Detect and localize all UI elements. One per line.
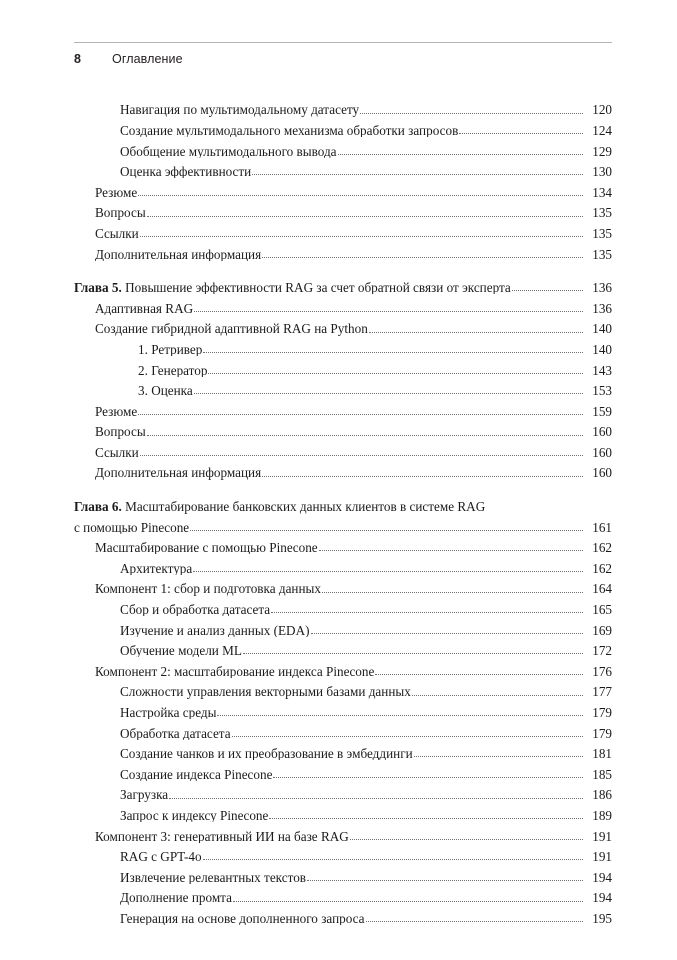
toc-entry-page: 181: [592, 746, 612, 762]
toc-entry[interactable]: [74, 158, 612, 179]
dot-leader: [147, 206, 583, 219]
toc-entry-page: 162: [592, 540, 612, 556]
toc-entry[interactable]: [74, 802, 612, 823]
toc-entry[interactable]: [74, 534, 612, 555]
toc-entry-title: Сбор и обработка датасета: [120, 603, 271, 617]
toc-entry-page: 120: [592, 102, 612, 118]
dot-leader: [366, 912, 583, 925]
header-line: [74, 52, 612, 66]
toc-entry-title: Создание чанков и их преобразование в эмбеддинги: [120, 747, 413, 761]
toc-entry-title: Извлечение релевантных текстов: [120, 870, 307, 884]
toc-entry-title: Запрос к индексу Pinecone: [120, 808, 269, 823]
toc-entry-page: 172: [592, 643, 612, 659]
toc-entry-title: Изучение и анализ данных (EDA): [120, 623, 310, 637]
toc-entry-page: 135: [592, 246, 612, 262]
dot-leader: [217, 706, 583, 719]
toc-entry-title: Дополнение промта: [120, 891, 232, 905]
toc-entry-page: 162: [592, 560, 612, 576]
running-head: [74, 42, 612, 66]
toc-entry-title: RAG с GPT-4o: [120, 850, 202, 864]
toc-entry-page: 176: [592, 663, 612, 679]
toc-entry-page: 160: [592, 444, 612, 460]
toc-entry-page: 185: [592, 766, 612, 782]
toc-entry-title: Компонент 2: масштабирование индекса Pinecone: [95, 664, 375, 679]
dot-leader: [203, 343, 583, 356]
toc-entry-title: Навигация по мультимодальному датасету: [120, 103, 360, 117]
toc-entry[interactable]: [74, 199, 612, 220]
toc-entry-page: 179: [592, 705, 612, 721]
dot-leader: [269, 809, 583, 822]
toc-entry[interactable]: [74, 822, 612, 843]
dot-leader: [208, 364, 583, 377]
toc-entry[interactable]: [74, 336, 612, 357]
dot-leader: [273, 768, 583, 781]
toc-entry-page: 179: [592, 725, 612, 741]
dot-leader: [262, 248, 583, 261]
toc-entry[interactable]: [74, 554, 612, 575]
dot-leader: [232, 727, 583, 740]
toc-entry-title: Создание гибридной адаптивной RAG на Python: [95, 322, 368, 336]
dot-leader: [271, 603, 583, 616]
dot-leader: [412, 685, 583, 698]
toc-entry-page: 140: [592, 341, 612, 357]
toc-entry-page: 169: [592, 622, 612, 638]
table-of-contents: [74, 96, 612, 925]
dot-leader: [190, 521, 583, 534]
toc-entry-page: 161: [592, 519, 612, 535]
toc-entry-title: Компонент 1: сбор и подготовка данных: [95, 582, 322, 596]
toc-entry-title: Генерация на основе дополненного запроса: [120, 911, 365, 926]
toc-entry[interactable]: [74, 220, 612, 241]
toc-entry-page: 195: [592, 910, 612, 926]
toc-entry-page: 135: [592, 225, 612, 241]
toc-entry[interactable]: [74, 439, 612, 460]
toc-entry-title: 1. Ретривер: [138, 342, 203, 357]
toc-entry[interactable]: [74, 137, 612, 158]
toc-entry[interactable]: [74, 96, 612, 117]
toc-entry[interactable]: [74, 178, 612, 199]
toc-entry-page: 129: [592, 143, 612, 159]
dot-leader: [414, 747, 583, 760]
toc-entry-title: Дополнительная информация: [95, 466, 262, 480]
page-folio: 8: [74, 52, 81, 66]
dot-leader: [138, 186, 583, 199]
toc-entry-title: Вопросы: [95, 206, 146, 220]
toc-entry[interactable]: [74, 843, 612, 864]
dot-leader: [169, 788, 583, 801]
toc-entry-title: Масштабирование банковских данных клиентов в системе RAG: [121, 499, 486, 515]
toc-entry-chapter[interactable]: [74, 493, 612, 534]
toc-entry-title-continued: с помощью Pinecone: [74, 520, 190, 534]
toc-entry-page: 136: [592, 280, 612, 296]
dot-leader: [252, 165, 583, 178]
toc-entry-title: Резюме: [95, 185, 138, 199]
toc-entry-title: Масштабирование с помощью Pinecone: [95, 541, 318, 555]
toc-entry-title: Оценка эффективности: [120, 165, 252, 179]
dot-leader: [322, 582, 583, 595]
toc-entry-title: Вопросы: [95, 425, 146, 439]
toc-entry-title: Настройка среды: [120, 706, 217, 720]
dot-leader: [138, 405, 583, 418]
toc-entry[interactable]: [74, 657, 612, 678]
toc-entry[interactable]: [74, 117, 612, 138]
toc-entry-page: 136: [592, 300, 612, 316]
chapter-title-text: Повышение эффективности RAG за счет обратной связи от эксперта: [121, 281, 511, 295]
page-title: Оглавление: [112, 52, 183, 66]
chapter-spacer: [74, 261, 612, 274]
dot-leader: [369, 322, 583, 335]
toc-entry-title: Дополнительная информация: [95, 247, 262, 261]
toc-entry[interactable]: [74, 575, 612, 596]
toc-entry-title: Обучение модели ML: [120, 644, 242, 658]
toc-entry-chapter[interactable]: [74, 274, 612, 295]
toc-entry-title: Адаптивная RAG: [95, 301, 194, 315]
toc-entry-page: 191: [592, 849, 612, 865]
toc-entry-page: 194: [592, 890, 612, 906]
toc-entry-page: 164: [592, 581, 612, 597]
dot-leader: [307, 871, 583, 884]
dot-leader: [459, 124, 583, 137]
dot-leader: [233, 891, 583, 904]
toc-entry-title: Архитектура: [120, 561, 193, 576]
toc-entry[interactable]: [74, 596, 612, 617]
toc-entry-page: 153: [592, 383, 612, 399]
dot-leader: [203, 850, 583, 863]
toc-entry-title: 2. Генератор: [138, 363, 208, 377]
toc-entry-page: 191: [592, 828, 612, 844]
dot-leader: [194, 302, 583, 315]
toc-entry-page: 134: [592, 184, 612, 200]
toc-entry[interactable]: [74, 884, 612, 905]
toc-entry-page: 135: [592, 205, 612, 221]
chapter-label: Глава 5.: [74, 281, 122, 295]
toc-entry-page: 124: [592, 122, 612, 138]
toc-entry[interactable]: [74, 377, 612, 398]
header-divider: [74, 42, 612, 43]
toc-entry[interactable]: [74, 863, 612, 884]
toc-entry[interactable]: [74, 616, 612, 637]
toc-entry[interactable]: [74, 637, 612, 658]
toc-entry-title: Сложности управления векторными базами данных: [120, 685, 411, 699]
chapter-label: Глава 6.: [74, 499, 122, 515]
toc-entry[interactable]: [74, 781, 612, 802]
toc-entry-page: 159: [592, 403, 612, 419]
toc-entry[interactable]: [74, 459, 612, 480]
toc-entry-title: Создание мультимодального механизма обработки запросов: [120, 123, 459, 138]
toc-entry-page: 143: [592, 362, 612, 378]
toc-entry[interactable]: [74, 719, 612, 740]
toc-entry[interactable]: [74, 740, 612, 761]
toc-entry-title: Резюме: [95, 404, 138, 418]
toc-entry-title: Ссылки: [95, 445, 139, 460]
toc-entry-title: [74, 281, 511, 294]
toc-entry-page: 194: [592, 869, 612, 885]
toc-entry[interactable]: [74, 699, 612, 720]
toc-entry[interactable]: [74, 315, 612, 336]
dot-leader: [512, 281, 583, 294]
dot-leader: [147, 425, 583, 438]
dot-leader: [243, 644, 583, 657]
toc-entry[interactable]: [74, 356, 612, 377]
dot-leader: [350, 830, 583, 843]
toc-entry-title: Создание индекса Pinecone: [120, 767, 273, 781]
toc-entry[interactable]: [74, 678, 612, 699]
dot-leader: [360, 103, 583, 116]
toc-entry-page: 130: [592, 164, 612, 180]
toc-entry-page: 165: [592, 602, 612, 618]
dot-leader: [375, 665, 583, 678]
toc-entry[interactable]: [74, 397, 612, 418]
dot-leader: [311, 624, 584, 637]
dot-leader: [262, 467, 583, 480]
dot-leader: [338, 145, 583, 158]
toc-entry[interactable]: [74, 294, 612, 315]
toc-entry[interactable]: [74, 418, 612, 439]
toc-entry-page: 160: [592, 465, 612, 481]
toc-entry-title: Обработка датасета: [120, 726, 231, 740]
toc-entry-page: 189: [592, 807, 612, 823]
toc-entry-page: 177: [592, 684, 612, 700]
dot-leader: [194, 384, 583, 397]
toc-entry-title: Загрузка: [120, 788, 169, 802]
dot-leader: [140, 227, 583, 240]
toc-entry-title: 3. Оценка: [138, 384, 193, 398]
toc-entry[interactable]: [74, 240, 612, 261]
dot-leader: [140, 446, 583, 459]
toc-entry-title: Ссылки: [95, 226, 139, 241]
dot-leader: [193, 562, 583, 575]
toc-entry-page: 160: [592, 424, 612, 440]
toc-entry-page: 186: [592, 787, 612, 803]
chapter-spacer: [74, 480, 612, 493]
toc-entry-page: 140: [592, 321, 612, 337]
dot-leader: [319, 541, 583, 554]
toc-entry[interactable]: [74, 905, 612, 926]
toc-entry-title: Обобщение мультимодального вывода: [120, 144, 337, 158]
toc-entry-title: Компонент 3: генеративный ИИ на базе RAG: [95, 829, 349, 843]
toc-entry[interactable]: [74, 760, 612, 781]
